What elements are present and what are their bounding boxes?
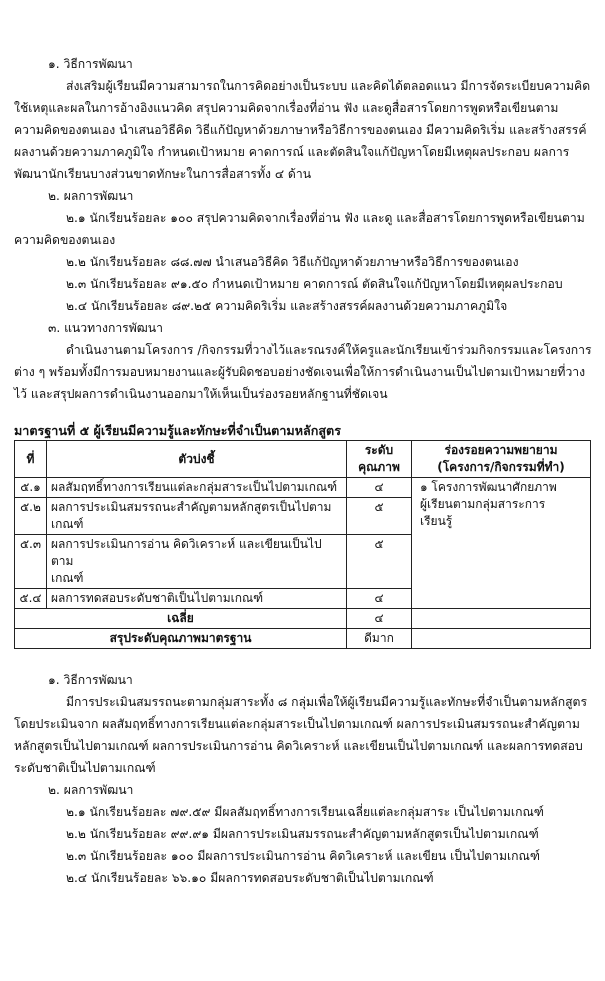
paragraph-line: ใช้เหตุและผลในการอ้างอิงแนวคิด สรุปความคิดจากเรื่องที่อ่าน ฟัง และดูสื่อสารโดยการพูดหรือเขียนตาม [14, 101, 559, 115]
heading-development-results: ๒. ผลการพัฒนา [48, 783, 134, 797]
table-row [15, 478, 591, 498]
result-item: ๒.๒ นักเรียนร้อยละ ๘๘.๗๗ นำเสนอวิธีคิด วิธีแก้ปัญหาด้วยภาษาหรือวิธีการของตนเอง [66, 255, 519, 269]
evidence-line: เรียนรู้ [420, 514, 453, 528]
row-indicator: ผลการประเมินการอ่าน คิดวิเคราะห์ และเขียนเป็นไปตาม เกณฑ์ [47, 535, 347, 589]
paragraph-line: ระดับชาติเป็นไปตามเกณฑ์ [14, 761, 156, 775]
evidence-line: ๑ โครงการพัฒนาศักยภาพ [420, 480, 557, 494]
result-item-continued: ความคิดของตนเอง [14, 233, 116, 247]
heading-development-method: ๑. วิธีการพัฒนา [48, 673, 133, 687]
row-indicator: ผลการทดสอบระดับชาติเป็นไปตามเกณฑ์ [47, 589, 347, 609]
row-indicator: ผลสัมฤทธิ์ทางการเรียนแต่ละกลุ่มสาระเป็นไปตามเกณฑ์ [47, 478, 347, 498]
table-header-row [15, 441, 591, 478]
row-no: ๕.๓ [15, 535, 47, 589]
result-item: ๒.๑ นักเรียนร้อยละ ๗๙.๕๙ มีผลสัมฤทธิ์ทางการเรียนเฉลี่ยแต่ละกลุ่มสาระ เป็นไปตามเกณฑ์ [66, 805, 544, 819]
heading-development-results: ๒. ผลการพัฒนา [48, 189, 134, 203]
row-no: ๕.๔ [15, 589, 47, 609]
result-item: ๒.๔ นักเรียนร้อยละ ๖๖.๑๐ มีผลการทดสอบระดับชาติเป็นไปตามเกณฑ์ [66, 871, 434, 885]
row-no: ๕.๑ [15, 478, 47, 498]
heading-development-guidelines: ๓. แนวทางการพัฒนา [48, 321, 163, 335]
result-item: ๒.๑ นักเรียนร้อยละ ๑๐๐ สรุปความคิดจากเรื่องที่อ่าน ฟัง และดู และสื่อสารโดยการพูดหรือเขียนตาม [66, 211, 585, 225]
paragraph-line: ผลงานด้วยความภาคภูมิใจ กำหนดเป้าหมาย คาดการณ์ และตัดสินใจแก้ปัญหาโดยมีเหตุผลประกอบ ผลการ [14, 145, 570, 159]
average-label: เฉลี่ย [15, 609, 347, 629]
paragraph-line: มีการประเมินสมรรถนะตามกลุ่มสาระทั้ง ๘ กลุ่มเพื่อให้ผู้เรียนมีความรู้และทักษะที่จำเป็นตามหลักสูตร [66, 695, 588, 709]
summary-value: ดีมาก [347, 629, 412, 649]
header-no: ที่ [15, 441, 47, 478]
summary-label: สรุประดับคุณภาพมาตรฐาน [15, 629, 347, 649]
empty-cell [412, 609, 591, 629]
heading-development-method: ๑. วิธีการพัฒนา [48, 57, 133, 71]
standard-title: มาตรฐานที่ ๕ ผู้เรียนมีความรู้และทักษะที่จำเป็นตามหลักสูตร [14, 423, 341, 438]
paragraph-line: ต่าง ๆ พร้อมทั้งมีการมอบหมายงานและผู้รับผิดชอบอย่างชัดเจนเพื่อให้การดำเนินงานเป็นไปตามเป้าหมายที่วาง [14, 365, 586, 379]
header-indicator: ตัวบ่งชี้ [47, 441, 347, 478]
result-item: ๒.๓ นักเรียนร้อยละ ๑๐๐ มีผลการประเมินการอ่าน คิดวิเคราะห์ และเขียน เป็นไปตามเกณฑ์ [66, 849, 540, 863]
row-indicator: ผลการประเมินสมรรถนะสำคัญตามหลักสูตรเป็นไปตามเกณฑ์ [47, 498, 347, 535]
evidence-line: ผู้เรียนตามกลุ่มสาระการ [420, 497, 546, 511]
result-item: ๒.๒ นักเรียนร้อยละ ๙๙.๙๑ มีผลการประเมินสมรรถนะสำคัญตามหลักสูตรเป็นไปตามเกณฑ์ [66, 827, 539, 841]
paragraph-line: ไว้ และสรุปผลการดำเนินงานออกมาให้เห็นเป็นร่องรอยหลักฐานที่ชัดเจน [14, 387, 388, 401]
row-no: ๕.๒ [15, 498, 47, 535]
summary-row [15, 629, 591, 649]
paragraph-line: ส่งเสริมผู้เรียนมีความสามารถในการคิดอย่างเป็นระบบ และคิดได้ตลอดแนว มีการจัดระเบียบความคิด [66, 79, 591, 93]
paragraph-line: ความคิดของตนเอง นำเสนอวิธีคิด วิธีแก้ปัญหาด้วยภาษาหรือวิธีการของตนเอง มีความคิดริเริ่ม และสร้างสรรค์ [14, 123, 587, 137]
paragraph-line: พัฒนานักเรียนบางส่วนขาดทักษะในการสื่อสารทั้ง ๔ ด้าน [14, 167, 312, 181]
row-level: ๕ [347, 498, 412, 535]
result-item: ๒.๔ นักเรียนร้อยละ ๘๙.๒๕ ความคิดริเริ่ม และสร้างสรรค์ผลงานด้วยความภาคภูมิใจ [66, 299, 508, 313]
row-level: ๕ [347, 535, 412, 589]
average-row [15, 609, 591, 629]
average-value: ๔ [347, 609, 412, 629]
evidence-cell [412, 478, 591, 609]
empty-cell [412, 629, 591, 649]
row-level: ๔ [347, 478, 412, 498]
paragraph-line: โดยประเมินจาก ผลสัมฤทธิ์ทางการเรียนแต่ละกลุ่มสาระเป็นไปตามเกณฑ์ ผลการประเมินสมรรถนะสำคัญตาม [14, 717, 580, 731]
header-evidence: ร่องรอยความพยายาม (โครงการ/กิจกรรมที่ทำ) [412, 441, 591, 478]
header-level: ระดับ คุณภาพ [347, 441, 412, 478]
row-level: ๔ [347, 589, 412, 609]
standard-table [14, 440, 591, 649]
result-item: ๒.๓ นักเรียนร้อยละ ๙๑.๕๐ กำหนดเป้าหมาย คาดการณ์ ตัดสินใจแก้ปัญหาโดยมีเหตุผลประกอบ [66, 277, 563, 291]
paragraph-line: ดำเนินงานตามโครงการ /กิจกรรมที่วางไว้และรณรงค์ให้ครูและนักเรียนเข้าร่วมกิจกรรมและโครงการ [66, 343, 592, 357]
paragraph-line: หลักสูตรเป็นไปตามเกณฑ์ ผลการประเมินการอ่าน คิดวิเคราะห์ และเขียนเป็นไปตามเกณฑ์ และผลการทดสอบ [14, 739, 583, 753]
